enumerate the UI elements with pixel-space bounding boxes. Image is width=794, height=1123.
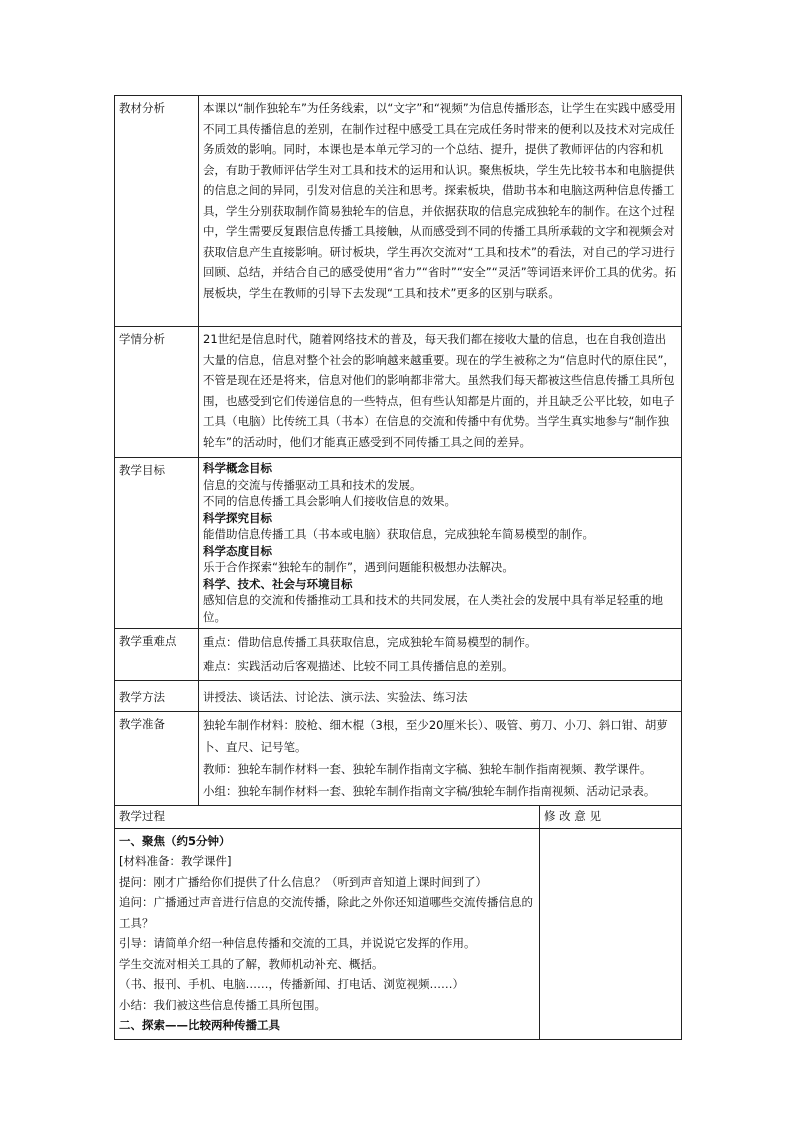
content-textbook-analysis: 本课以“制作独轮车”为任务线索，以“文字”和“视频”为信息传播形态，让学生在实践中感受用不同工具传播信息的差别，在制作过程中感受工具在完成任务时带来的便利以及技术对完成任务质效的影响。同时，本课也是本单元学习的一个总结、提升，提供了教师评估的内容和机会，有助于教师评估学生对工具和技术的运用和认识。聚焦板块，学生先比较书本和电脑提供的信息之间的异同，引发对信息的关注和思考。探索板块，借助书本和电脑这两种信息传播工具，学生分别获取制作简易独轮车的信息，并依据获取的信息完成独轮车的制作。在这个过程中，学生需要反复跟信息传播工具接触，从而感受到不同的传播工具所承载的文字和视频会对获取信息产生直接影响。研讨板块，学生再次交流对“工具和技术”的看法，对自己的学习进行回顾、总结，并结合自己的感受使用“省力”“省时”“安全”“灵活”等词语来评价工具的优劣。拓展板块，学生在教师的引导下去发现“工具和技术”更多的区别与联系。 — [199, 96, 682, 327]
row-student-analysis — [115, 327, 682, 458]
lesson-plan-table — [114, 95, 682, 1040]
process-question-2: 追问：广播通过声音进行信息的交流传播，除此之外你还知道哪些交流传播信息的工具？ — [119, 895, 533, 930]
row-textbook-analysis — [115, 96, 682, 327]
prep-group: 小组：独轮车制作材料一套、独轮车制作指南文字稿/独轮车制作指南视频、活动记录表。 — [203, 783, 656, 798]
section-focus-title: 一、聚焦（约5分钟） — [119, 833, 231, 848]
section-explore-title: 二、探索——比较两种传播工具 — [119, 1018, 280, 1032]
label-teaching-prep: 教学准备 — [115, 711, 199, 805]
process-examples: （书、报刊、手机、电脑……，传播新闻、打电话、浏览视频……） — [119, 977, 464, 991]
label-key-points: 教学重难点 — [115, 629, 199, 681]
prep-materials: 独轮车制作材料：胶枪、细木棍（3根，至少20厘米长）、吸管、剪刀、小刀、斜口钳、胡萝卜、直尺、记号笔。 — [203, 717, 668, 754]
label-teaching-methods: 教学方法 — [115, 681, 199, 712]
row-key-points — [115, 629, 682, 681]
prep-teacher: 教师：独轮车制作材料一套、独轮车制作指南文字稿、独轮车制作指南视频、教学课件。 — [203, 761, 652, 776]
label-teaching-goals: 教学目标 — [115, 458, 199, 629]
lesson-plan-document — [114, 95, 681, 1040]
process-summary: 小结：我们被这些信息传播工具所包围。 — [119, 997, 326, 1012]
row-teaching-prep — [115, 711, 682, 805]
content-teaching-goals — [199, 458, 682, 629]
goal-concept-1: 信息的交流与传播驱动工具和技术的发展。 — [203, 477, 422, 492]
process-header: 教学过程 — [115, 805, 540, 828]
goal-heading-stse: 科学、技术、社会与环境目标 — [203, 576, 353, 591]
label-textbook-analysis: 教材分析 — [115, 96, 199, 327]
goal-heading-concept: 科学概念目标 — [203, 461, 272, 475]
content-student-analysis: 21世纪是信息时代，随着网络技术的普及，每天我们都在接收大量的信息，也在自我创造出大量的信息，信息对整个社会的影响越来越重要。现在的学生被称之为“信息时代的原住民”，不管是现在还是将来，信息对他们的影响都非常大。虽然我们每天都被这些信息传播工具所包围，也感受到它们传递信息的一些特点，但有些认知都是片面的，并且缺乏公平比较，如电子工具（电脑）比传统工具（书本）在信息的交流和传播中有优势。当学生真实地参与“制作独轮车”的活动时，他们才能真正感受到不同传播工具之间的差异。 — [199, 327, 682, 458]
row-teaching-goals — [115, 458, 682, 629]
process-guide: 引导：请简单介绍一种信息传播和交流的工具，并说说它发挥的作用。 — [119, 936, 476, 950]
material-prep: [材料准备：教学课件] — [119, 854, 232, 868]
row-process-header — [115, 805, 682, 828]
process-body — [115, 828, 540, 1039]
goal-stse: 感知信息的交流和传播推动工具和技术的共同发展，在人类社会的发展中具有举足轻重的地位。 — [203, 593, 663, 624]
content-teaching-methods: 讲授法、谈话法、讨论法、演示法、实验法、练习法 — [199, 681, 682, 712]
goal-attitude: 乐于合作探索“独轮车的制作”，遇到问题能积极想办法解决。 — [203, 560, 514, 574]
goal-concept-2: 不同的信息传播工具会影响人们接收信息的效果。 — [203, 494, 456, 508]
revision-header: 修 改 意 见 — [540, 805, 682, 828]
difficult-point: 难点：实践活动后客观描述、比较不同工具传播信息的差别。 — [203, 659, 514, 673]
content-teaching-prep — [199, 711, 682, 805]
goal-heading-attitude: 科学态度目标 — [203, 543, 272, 558]
goal-inquiry: 能借助信息传播工具（书本或电脑）获取信息，完成独轮车简易模型的制作。 — [203, 527, 594, 541]
row-process-body — [115, 828, 682, 1039]
process-question-1: 提问：刚才广播给你们提供了什么信息？（听到声音知道上课时间到了） — [119, 874, 487, 889]
key-point: 重点：借助信息传播工具获取信息，完成独轮车简易模型的制作。 — [203, 635, 537, 649]
content-key-points — [199, 629, 682, 681]
revision-notes-cell — [540, 828, 682, 1039]
process-student-share: 学生交流对相关工具的了解，教师机动补充、概括。 — [119, 956, 384, 971]
row-teaching-methods — [115, 681, 682, 712]
label-student-analysis: 学情分析 — [115, 327, 199, 458]
goal-heading-inquiry: 科学探究目标 — [203, 510, 272, 525]
